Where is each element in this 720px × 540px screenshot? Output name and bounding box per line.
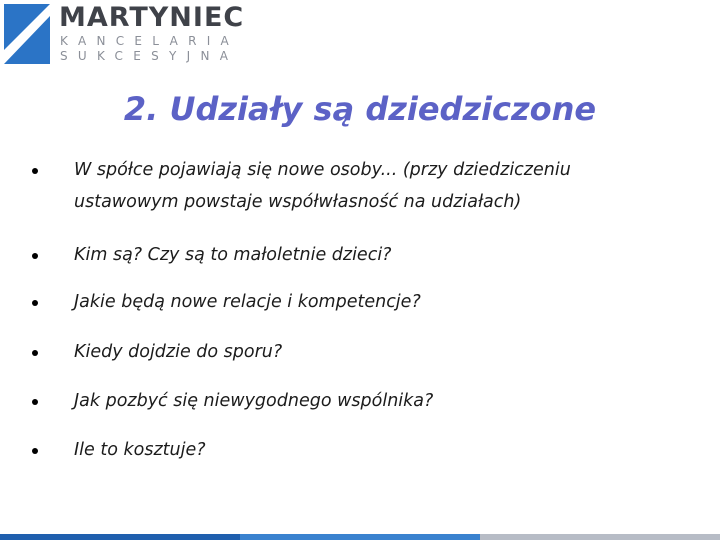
bullet-text: Jak pozbyć się niewygodnego wspólnika? <box>74 391 434 411</box>
logo-tagline-1: KANCELARIA <box>60 34 240 48</box>
logo-name: MARTYNIEC <box>59 2 245 33</box>
bottom-accent-bar <box>0 534 720 540</box>
accent-bar-segment <box>0 534 240 540</box>
bullet-dot-icon <box>32 300 38 306</box>
accent-bar-segment <box>240 534 480 540</box>
bullet-dot-icon <box>32 168 38 174</box>
bullet-text: Jakie będą nowe relacje i kompetencje? <box>74 292 421 312</box>
company-logo <box>4 4 244 64</box>
bullet-text: Kim są? Czy są to małoletnie dzieci? <box>74 245 392 265</box>
bullet-dot-icon <box>32 448 38 454</box>
bullet-text: Ile to kosztuje? <box>74 440 206 460</box>
slide-title: 2. Udziały są dziedziczone <box>123 90 597 128</box>
bullet-text: Kiedy dojdzie do sporu? <box>74 342 283 362</box>
logo-tagline-2: SUKCESYJNA <box>60 49 239 63</box>
bullet-dot-icon <box>32 253 38 259</box>
bullet-dot-icon <box>32 350 38 356</box>
bullet-dot-icon <box>32 399 38 405</box>
accent-bar-segment <box>480 534 720 540</box>
logo-mark-icon <box>4 4 50 64</box>
bullet-text: W spółce pojawiają się nowe osoby... (przy dziedziczeniu ustawowym powstaje współwłasność na udziałach) <box>74 160 571 212</box>
